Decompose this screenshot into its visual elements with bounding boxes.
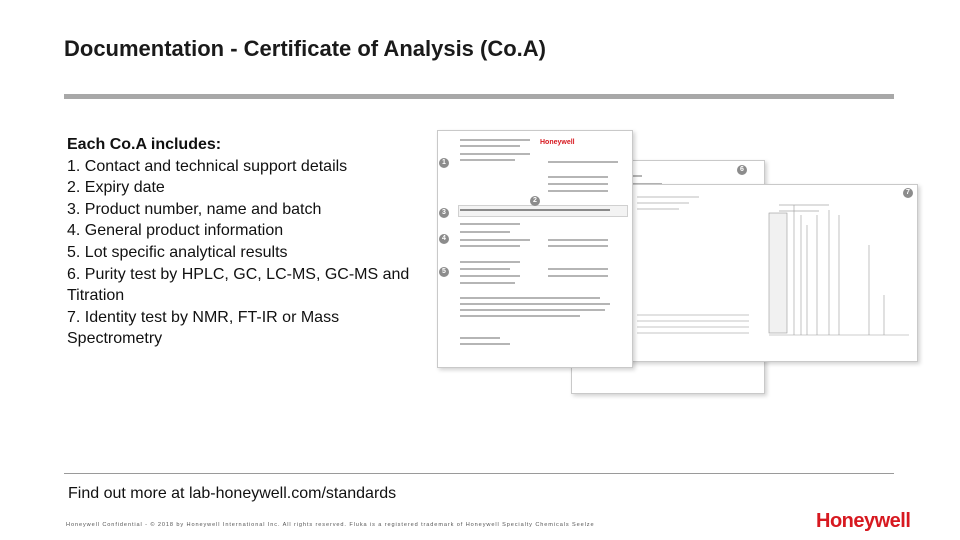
callout-badge-7: 7 (903, 188, 913, 198)
honeywell-logo: Honeywell (816, 510, 911, 532)
text-line (460, 153, 530, 155)
title-divider (64, 94, 894, 99)
text-line (460, 268, 510, 270)
callout-badge-3: 3 (439, 208, 449, 218)
text-line (460, 159, 515, 161)
list-item: 7. Identity test by NMR, FT-IR or Mass Spectrometry (67, 308, 340, 348)
callout-badge-4: 4 (439, 234, 449, 244)
text-line (548, 275, 608, 277)
text-line (460, 209, 610, 211)
list-item: 6. Purity test by HPLC, GC, LC-MS, GC-MS and Titration (67, 265, 410, 305)
text-line (548, 161, 618, 163)
text-line (460, 245, 520, 247)
text-line (548, 239, 608, 241)
list-heading: Each Co.A includes: (67, 136, 222, 153)
text-line (460, 261, 520, 263)
coa-nmr-page (628, 184, 918, 362)
callout-badge-1: 1 (439, 158, 449, 168)
list-item: 4. General product information (67, 222, 284, 240)
callout-badge-2: 2 (530, 196, 540, 206)
text-line (548, 176, 608, 178)
text-line (460, 343, 510, 345)
callout-badge-6: 6 (737, 165, 747, 175)
text-line (548, 268, 608, 270)
find-out-more-text: Find out more at lab-honeywell.com/standards (68, 485, 397, 502)
text-line (460, 145, 520, 147)
text-line (460, 223, 520, 225)
callout-badge-5: 5 (439, 267, 449, 277)
coa-front-page (437, 130, 633, 368)
text-line (548, 245, 608, 247)
text-line (460, 231, 510, 233)
nmr-spectrum-graphic (629, 185, 917, 361)
text-line (460, 282, 515, 284)
text-line (460, 309, 605, 311)
text-line (548, 190, 608, 192)
page-title: Documentation - Certificate of Analysis (Co.A) (64, 36, 547, 61)
product-info-box (458, 205, 628, 217)
text-line (548, 183, 608, 185)
coa-includes-list (67, 134, 427, 350)
text-line (460, 297, 600, 299)
list-item: 3. Product number, name and batch (67, 200, 322, 218)
text-line (460, 315, 580, 317)
legal-disclaimer: Honeywell Confidential - © 2018 by Honeywell International Inc. All rights reserved. Fluka is a registered trademark of Honeywell Specialty Chemicals Seelze (66, 522, 595, 528)
text-line (460, 139, 530, 141)
list-item: 2. Expiry date (67, 179, 165, 197)
text-line (460, 337, 500, 339)
text-line (460, 303, 610, 305)
text-line (460, 275, 520, 277)
list-item: 5. Lot specific analytical results (67, 243, 288, 261)
list-item: 1. Contact and technical support details (67, 157, 348, 175)
text-line (460, 239, 530, 241)
mini-honeywell-logo: Honeywell (540, 139, 575, 146)
footer-divider (64, 473, 894, 474)
